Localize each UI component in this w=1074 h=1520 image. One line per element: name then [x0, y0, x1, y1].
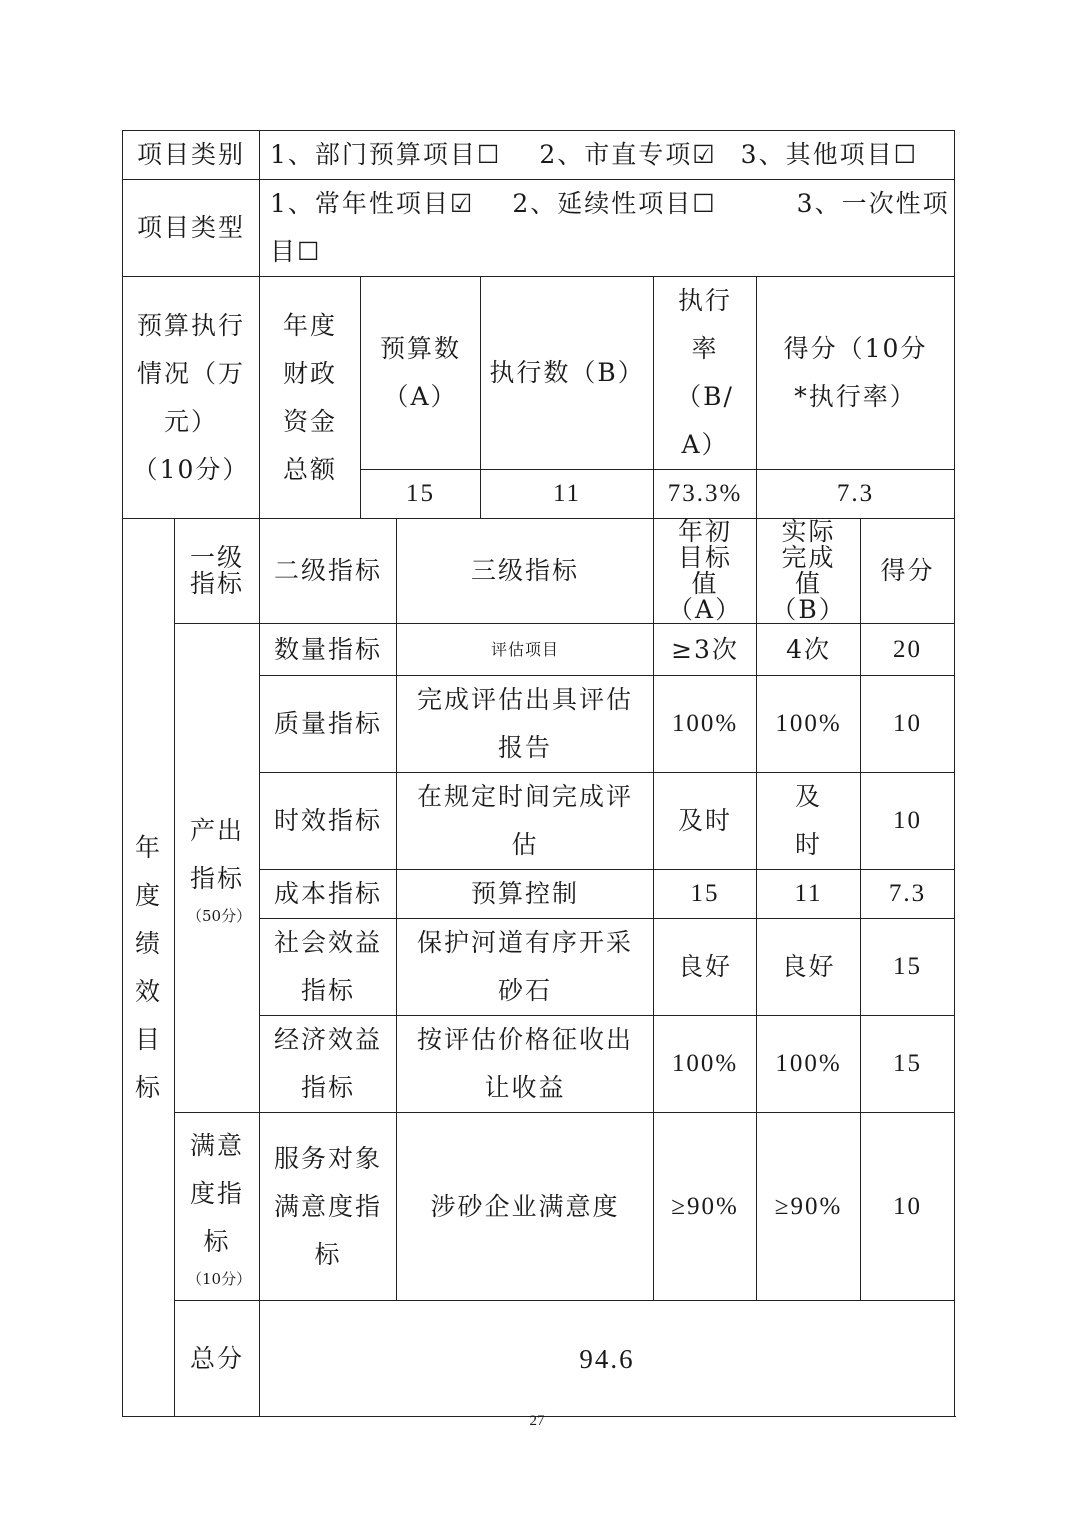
target-value-header: 年初目标值（A） [654, 519, 757, 624]
score-value: 20 [861, 624, 955, 676]
satisfaction-group-label: 满意度指标 [190, 1130, 245, 1256]
indicator-row [123, 1113, 955, 1301]
category-option-2: 2、市直专项☑ [539, 140, 717, 169]
level1-indicator-header: 一级指标 [175, 519, 260, 624]
level3-indicator-header: 三级指标 [397, 519, 654, 624]
output-indicator-group [175, 624, 260, 1113]
score-value: 7.3 [861, 870, 955, 919]
output-group-points: （50分） [187, 907, 252, 925]
satisfaction-indicator-group [175, 1113, 260, 1301]
score-value: 15 [861, 919, 955, 1016]
budget-score-header: 得分（10分*执行率） [757, 277, 955, 470]
actual-value: 良好 [757, 919, 861, 1016]
level3-indicator: 按评估价格征收出让收益 [397, 1016, 654, 1113]
level3-indicator: 完成评估出具评估报告 [397, 676, 654, 773]
level3-indicator: 评估项目 [397, 624, 654, 676]
project-category-options [260, 131, 955, 180]
target-value: 100% [654, 676, 757, 773]
level2-indicator-header: 二级指标 [260, 519, 397, 624]
total-score-value: 94.6 [260, 1301, 955, 1417]
level2-indicator: 质量指标 [260, 676, 397, 773]
level3-indicator: 预算控制 [397, 870, 654, 919]
total-score-row [123, 1301, 955, 1417]
project-type-label: 项目类型 [123, 180, 260, 277]
exec-rate-value: 73.3% [654, 470, 757, 519]
target-value: ≥90% [654, 1113, 757, 1301]
annual-fund-total-header: 年度财政资金总额 [260, 277, 361, 519]
project-evaluation-table [122, 130, 955, 1417]
exec-b-header: 执行数（B） [481, 277, 654, 470]
budget-label-line-1: 预算执行 [137, 310, 246, 340]
level3-indicator: 涉砂企业满意度 [397, 1113, 654, 1301]
level2-indicator: 社会效益指标 [260, 919, 397, 1016]
actual-value-header: 实际完成值（B） [757, 519, 861, 624]
actual-value: 及时 [757, 773, 861, 870]
target-value: ≥3次 [654, 624, 757, 676]
category-option-1: 1、部门预算项目☐ [270, 140, 502, 169]
project-type-options [260, 180, 955, 277]
total-score-label: 总分 [175, 1301, 260, 1417]
exec-b-value: 11 [481, 470, 654, 519]
performance-header-row [123, 519, 955, 624]
actual-value: 100% [757, 1016, 861, 1113]
satisfaction-group-points: （10分） [187, 1269, 252, 1288]
budget-label-line-3: （10分） [132, 454, 250, 484]
project-category-label: 项目类别 [123, 131, 260, 180]
indicator-row [123, 624, 955, 676]
type-option-3: 3、一次性项目☐ [270, 189, 950, 266]
level2-indicator: 时效指标 [260, 773, 397, 870]
type-option-1: 1、常年性项目☑ [270, 189, 475, 218]
budget-header-row [123, 277, 955, 470]
level2-indicator: 数量指标 [260, 624, 397, 676]
level2-indicator: 服务对象满意度指标 [260, 1113, 397, 1301]
budget-label-line-2: 情况（万元） [137, 358, 246, 436]
score-value: 15 [861, 1016, 955, 1113]
target-value: 及时 [654, 773, 757, 870]
output-group-label: 产出指标 [190, 816, 245, 893]
level3-indicator: 保护河道有序开采砂石 [397, 919, 654, 1016]
budget-a-value: 15 [361, 470, 481, 519]
annual-performance-label: 年度绩效目标 [123, 519, 175, 1417]
actual-value: 4次 [757, 624, 861, 676]
level2-indicator: 成本指标 [260, 870, 397, 919]
score-value: 10 [861, 676, 955, 773]
target-value: 良好 [654, 919, 757, 1016]
target-value: 15 [654, 870, 757, 919]
type-option-2: 2、延续性项目☐ [512, 189, 717, 218]
level2-indicator: 经济效益指标 [260, 1016, 397, 1113]
exec-rate-header: 执行率（B/A） [654, 277, 757, 470]
actual-value: 11 [757, 870, 861, 919]
actual-value: ≥90% [757, 1113, 861, 1301]
project-category-row [123, 131, 955, 180]
budget-execution-label [123, 277, 260, 519]
target-value: 100% [654, 1016, 757, 1113]
score-header: 得分 [861, 519, 955, 624]
level3-indicator: 在规定时间完成评估 [397, 773, 654, 870]
category-option-3: 3、其他项目☐ [740, 140, 918, 169]
budget-score-value: 7.3 [757, 470, 955, 519]
actual-value: 100% [757, 676, 861, 773]
score-value: 10 [861, 1113, 955, 1301]
score-value: 10 [861, 773, 955, 870]
page-number: 27 [529, 1413, 545, 1429]
budget-a-header: 预算数（A） [361, 277, 481, 470]
project-type-row [123, 180, 955, 277]
